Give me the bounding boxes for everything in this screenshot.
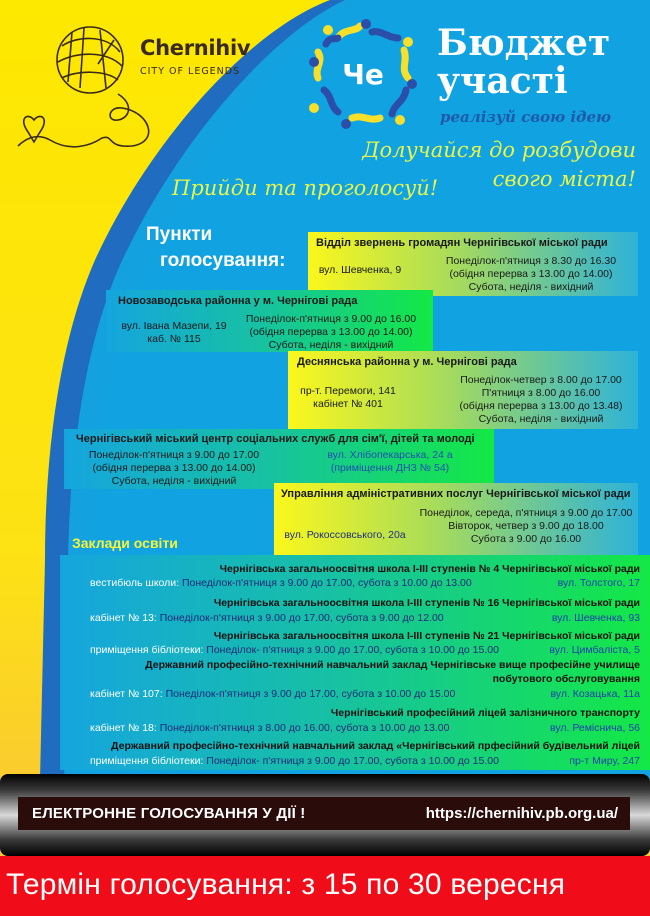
education-item-name: Чернігівська загальноосвітня школа І-ІІІ ступенів № 21 Чернігівської міської ради bbox=[213, 630, 640, 642]
education-item-hours: Понеділок-п'ятниця з 9.00 до 17.00, субота з 9.00 до 12.00 bbox=[159, 612, 444, 624]
education-item-name: Чернігівська загальноосвітня школа І-ІІІ ступенів № 4 Чернігівської міської ради bbox=[219, 563, 640, 575]
education-item-name: Чернігівський професійний ліцей залізничного транспорту bbox=[330, 707, 640, 719]
hours-line: Понеділок-п'ятниця з 8.30 до 16.30 bbox=[445, 255, 617, 267]
city-name: Chernihiv bbox=[140, 36, 251, 60]
budget-emblem-icon bbox=[308, 18, 418, 130]
education-item-address: вул. Реміснича, 56 bbox=[550, 722, 640, 734]
education-item-location: вестибюль школи: bbox=[90, 577, 180, 589]
budget-title-line2: участі bbox=[437, 60, 568, 102]
evote-url-link[interactable]: https://chernihiv.pb.org.ua/ bbox=[425, 805, 618, 822]
address-line: вул. Хлібопекарська, 24 а bbox=[327, 449, 453, 461]
hours-line: Субота, неділя - вихідний bbox=[268, 339, 394, 351]
education-item-address: вул. Шевченка, 93 bbox=[551, 612, 640, 624]
education-item-address: вул. Толстого, 17 bbox=[557, 577, 640, 589]
deadline-banner bbox=[0, 856, 650, 916]
hours-line: Субота, неділя - вихідний bbox=[111, 475, 237, 487]
education-item-location: кабінет № 13: bbox=[90, 612, 157, 624]
address-line: каб. № 115 bbox=[147, 333, 201, 345]
voting-points-title-line1: Пункти bbox=[146, 224, 213, 245]
education-item-info bbox=[90, 644, 640, 657]
voting-point-hours bbox=[74, 449, 274, 488]
hours-line: Понеділок-п'ятниця з 9.00 до 17.00 bbox=[88, 449, 260, 461]
come-vote-headline: Прийди та проголосуй! bbox=[172, 176, 439, 200]
address-line: вул. Шевченка, 9 bbox=[318, 264, 402, 276]
address-line: (приміщення ДНЗ № 54) bbox=[330, 462, 450, 474]
hours-line: (обідня перерва з 13.00 до 14.00) bbox=[249, 326, 413, 338]
voting-point-hours bbox=[424, 255, 638, 294]
education-list bbox=[60, 555, 650, 770]
education-item-info bbox=[90, 577, 640, 590]
address-line: вул. Івана Мазепи, 19 bbox=[121, 320, 227, 332]
education-item-address: пр-т Миру, 247 bbox=[569, 755, 640, 767]
budget-emblem-letters: Че bbox=[342, 58, 384, 91]
hours-line: Субота з 9.00 до 16.00 bbox=[470, 533, 582, 545]
hours-line: (обідня перерва з 13.00 до 14.00) bbox=[449, 268, 613, 280]
education-item-hours: Понеділок-п'ятниця з 8.00 до 16.00, субота з 10.00 до 13.00 bbox=[159, 722, 450, 734]
hours-line: (обідня перерва з 13.00 до 14.00) bbox=[92, 462, 256, 474]
voting-point-hours bbox=[448, 374, 634, 426]
education-item-info bbox=[90, 612, 640, 625]
education-item-info bbox=[90, 755, 640, 768]
hours-line: Понеділок-п'ятниця з 9.00 до 16.00 bbox=[245, 313, 417, 325]
education-item-name: Державний професійно-технічний навчальний заклад «Чернігівський прфесійний будівельний ліцей bbox=[111, 740, 640, 752]
voting-point-address bbox=[110, 320, 238, 346]
hours-line: П'ятниця з 8.00 до 16.00 bbox=[481, 387, 601, 399]
education-item-location: кабінет № 18: bbox=[90, 722, 157, 734]
voting-point-address bbox=[293, 385, 403, 411]
evote-panel bbox=[18, 797, 630, 830]
voting-points-title-line2: голосування: bbox=[160, 250, 286, 271]
voting-point-card bbox=[106, 290, 433, 352]
hours-line: Вівторок, четвер з 9.00 до 18.00 bbox=[448, 520, 604, 532]
voting-point-card bbox=[64, 429, 494, 489]
address-line: кабінет № 401 bbox=[313, 398, 383, 410]
education-item-location: кабінет № 107: bbox=[90, 688, 163, 700]
education-item-info bbox=[90, 722, 640, 735]
hours-line: Субота, неділя - вихідний bbox=[478, 413, 604, 425]
voting-point-name: Відділ звернень громадян Чернігівської міської ради bbox=[316, 237, 608, 249]
education-item-location: приміщення бібліотеки: bbox=[90, 644, 204, 656]
evote-banner bbox=[0, 774, 650, 856]
address-line: пр-т. Перемоги, 141 bbox=[300, 385, 396, 397]
voting-point-name: Управління адміністративних послуг Чернігівської міської ради bbox=[281, 488, 631, 500]
city-tagline: CITY OF LEGENDS bbox=[140, 66, 241, 77]
voting-point-address bbox=[314, 264, 406, 277]
education-item-name: Державний професійно-технічний навчальний заклад Чернігівське вище професійне училище bbox=[145, 659, 640, 671]
budget-title-line1: Бюджет bbox=[437, 22, 611, 64]
voting-point-name: Новозаводська районна у м. Чернігові рада bbox=[118, 295, 358, 307]
hours-line: Понеділок, середа, п'ятниця з 9.00 до 17.00 bbox=[419, 507, 633, 519]
budget-slogan: реалізуй свою ідею bbox=[440, 108, 612, 126]
voting-point-hours bbox=[236, 313, 426, 352]
voting-point-address bbox=[280, 529, 410, 542]
voting-point-name: Деснянська районна у м. Чернігові рада bbox=[297, 356, 517, 368]
education-item-location: приміщення бібліотеки: bbox=[90, 755, 204, 767]
hours-line: Субота, неділя - вихідний bbox=[468, 281, 594, 293]
voting-point-card bbox=[274, 483, 638, 555]
education-item-hours: Понеділок- п'ятниця з 9.00 до 17.00, субота з 10.00 до 15.00 bbox=[206, 755, 499, 767]
education-item-info bbox=[90, 688, 640, 701]
join-headline-line2: свого міста! bbox=[492, 167, 636, 191]
education-item-address: вул. Цимбаліста, 5 bbox=[549, 644, 640, 656]
hours-line: Понеділок-четвер з 8.00 до 17.00 bbox=[460, 374, 622, 386]
hours-line: (обідня перерва з 13.00 до 13.48) bbox=[459, 400, 623, 412]
education-item-hours: Понеділок-п'ятниця з 9.00 до 17.00, субота з 10.00 до 13.00 bbox=[181, 577, 472, 589]
voting-point-card bbox=[308, 232, 638, 296]
education-item-hours: Понеділок-п'ятниця з 9.00 до 17.00, субота з 10.00 до 15.00 bbox=[165, 688, 456, 700]
evote-label: ЕЛЕКТРОННЕ ГОЛОСУВАННЯ У ДІЇ ! bbox=[32, 805, 306, 822]
address-line: вул. Рокоссовського, 20а bbox=[284, 529, 406, 541]
education-item-name: Чернігівська загальноосвітня школа І-ІІІ ступенів № 16 Чернігівської міської ради bbox=[213, 597, 640, 609]
voting-point-hours bbox=[412, 507, 640, 546]
voting-point-name: Чернігівський міський центр соціальних служб для сім'ї, дітей та молоді bbox=[76, 433, 475, 445]
education-title: Заклади освіти bbox=[72, 535, 178, 551]
education-item-name-cont: побутового обслуговування bbox=[492, 673, 640, 685]
education-item-address: вул. Козацька, 11а bbox=[550, 688, 640, 700]
join-headline-line1: Долучайся до розбудови bbox=[362, 138, 636, 162]
voting-points-title bbox=[130, 222, 310, 274]
deadline-text: Термін голосування: з 15 по 30 вересня bbox=[6, 868, 566, 901]
budget-title bbox=[437, 24, 610, 100]
voting-point-card bbox=[288, 351, 638, 429]
voting-point-address bbox=[320, 449, 460, 475]
education-item-hours: Понеділок- п'ятниця з 9.00 до 17.00, субота з 10.00 до 15.00 bbox=[206, 644, 499, 656]
